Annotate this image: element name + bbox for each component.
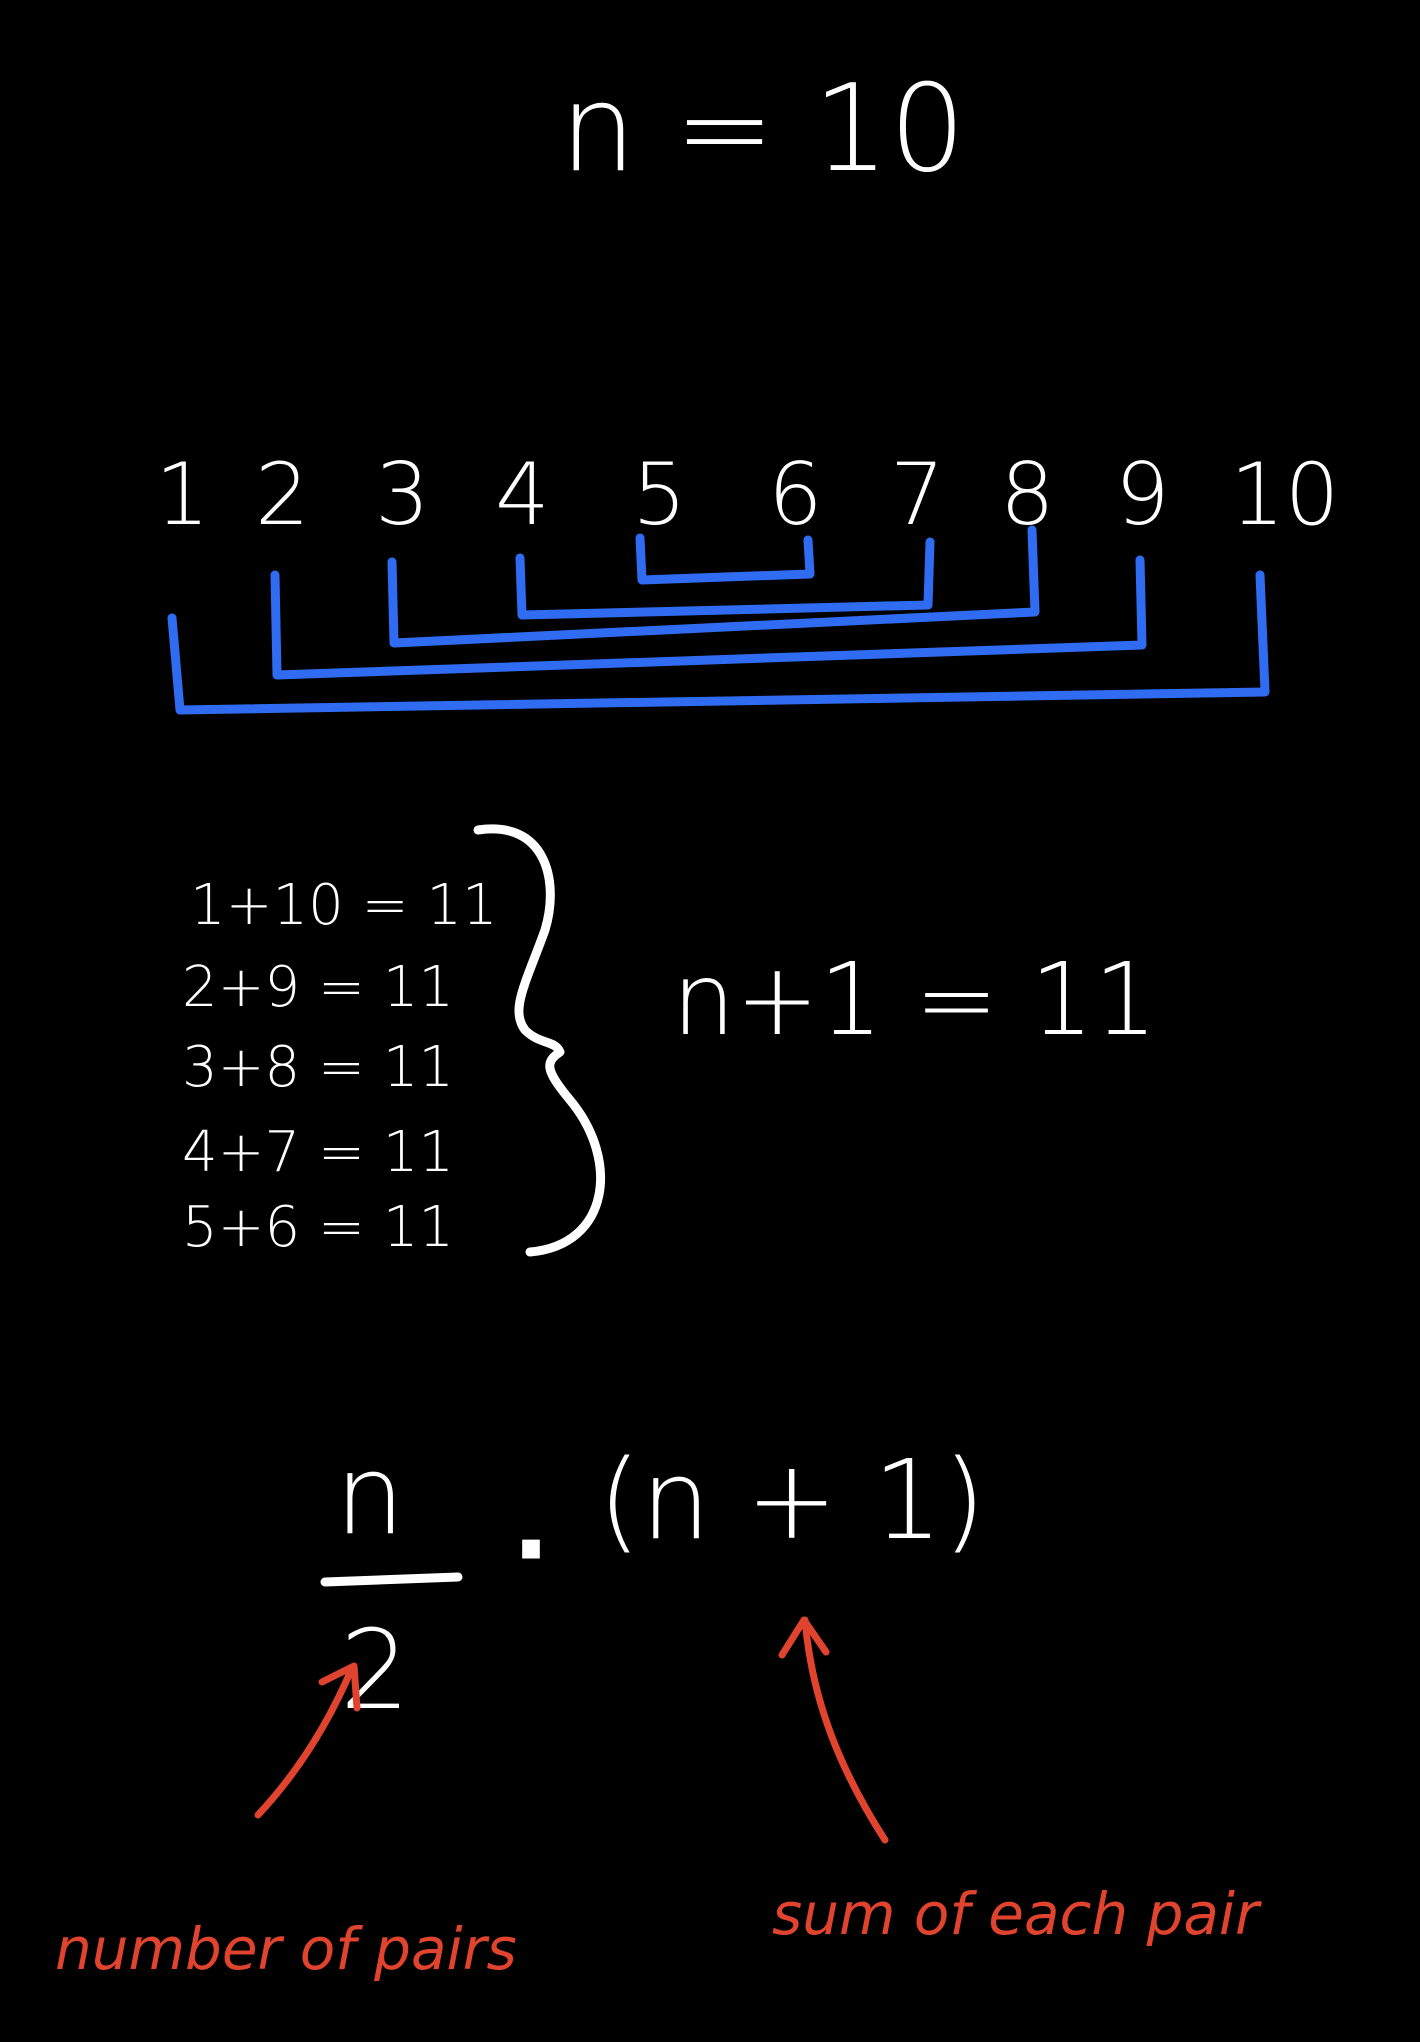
sequence-number: 6 [768,445,823,545]
annotation-number-of-pairs: number of pairs [55,1915,517,1983]
annotation-sum-of-each-pair: sum of each pair [772,1880,1259,1948]
sequence-number: 4 [495,445,550,545]
pair-equation: 5+6 = 11 [182,1195,454,1260]
sequence-number: 2 [255,445,310,545]
sequence-number: 10 [1230,445,1340,545]
sequence-number: 7 [890,445,945,545]
formula-denominator: 2 [340,1606,410,1734]
sequence-number: 1 [155,445,210,545]
formula-dot: · [512,1491,550,1608]
arrow-to-factor [805,1620,885,1840]
pair-equation: 4+7 = 11 [182,1120,454,1185]
sequence-number: 5 [632,445,687,545]
formula-factor: (n + 1) [598,1436,986,1564]
arrow-to-denominator [258,1668,352,1815]
title: n = 10 [560,60,966,199]
pair-equation: 2+9 = 11 [182,955,454,1020]
sequence-number: 9 [1115,445,1170,545]
formula-numerator: n [335,1431,405,1559]
pair-equation: 3+8 = 11 [182,1035,454,1100]
sequence-number: 8 [1000,445,1055,545]
brace-result: n+1 = 11 [672,941,1158,1058]
pair-equation: 1+10 = 11 [190,873,498,938]
sequence-number: 3 [375,445,430,545]
